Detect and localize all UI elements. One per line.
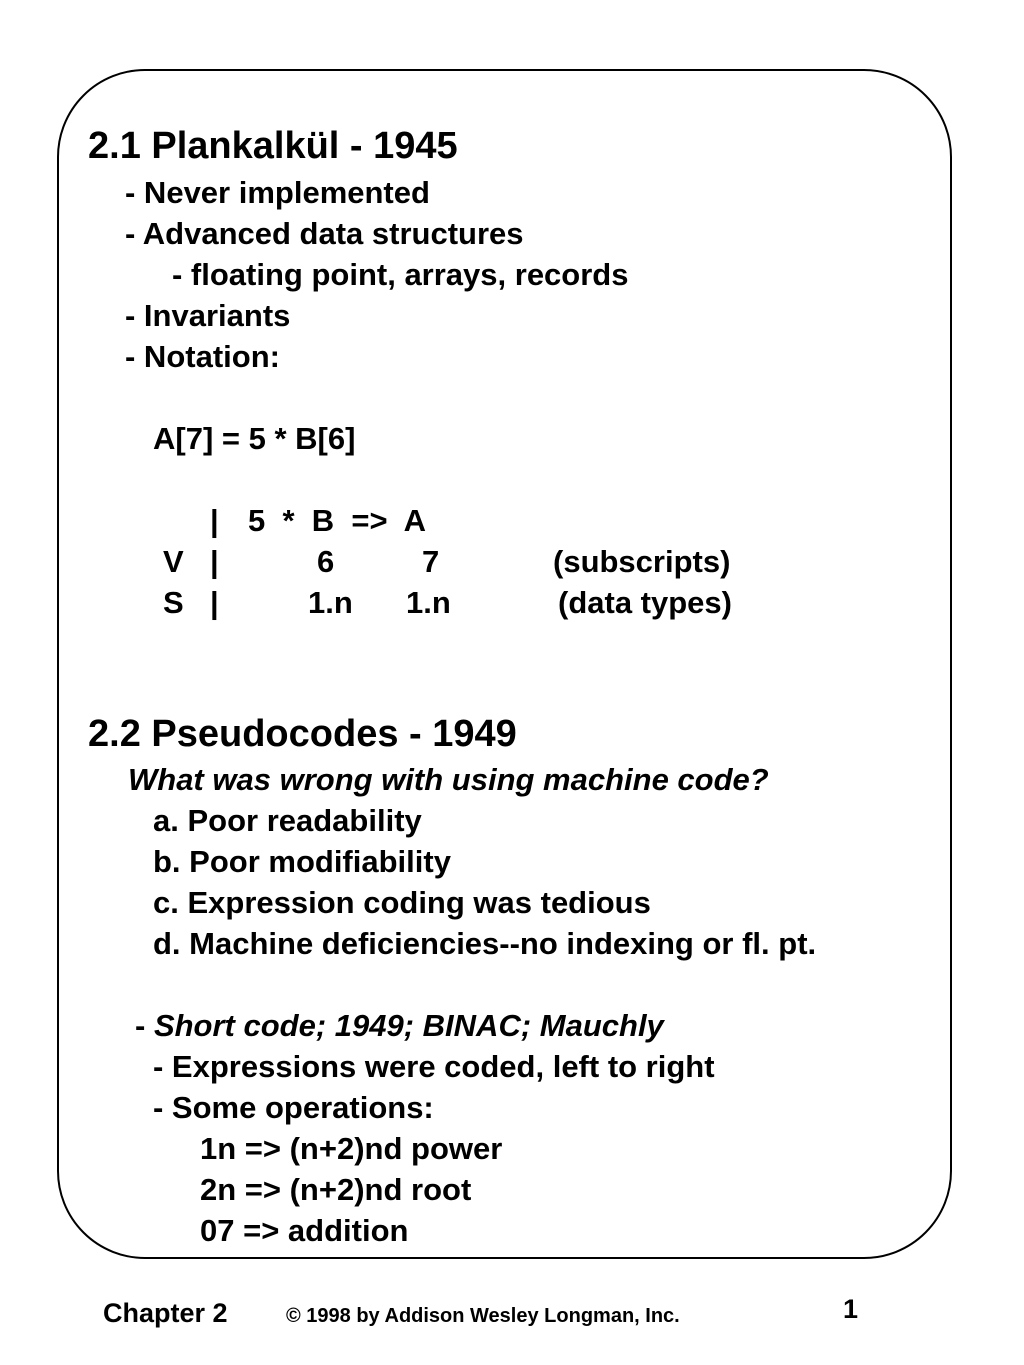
footer-page-number: 1 xyxy=(843,1294,859,1324)
notation-row2-separator: | xyxy=(210,544,219,579)
operation-item: 2n => (n+2)nd root xyxy=(200,1172,472,1207)
notation-row3-b-type: 1.n xyxy=(308,585,353,620)
notation-row2-a-subscript: 7 xyxy=(422,544,440,579)
notation-row2-note: (subscripts) xyxy=(553,544,731,579)
notation-row3-note: (data types) xyxy=(558,585,732,620)
notation-row1-separator: | xyxy=(210,503,219,538)
operation-item: 07 => addition xyxy=(200,1213,409,1248)
operation-item: 1n => (n+2)nd power xyxy=(200,1131,503,1166)
reason-item: d. Machine deficiencies--no indexing or fl. pt. xyxy=(153,926,817,961)
section-2-question: What was wrong with using machine code? xyxy=(128,762,769,797)
notation-row3-a-type: 1.n xyxy=(406,585,451,620)
notation-row2-label: V xyxy=(163,544,184,579)
notation-row3-label: S xyxy=(163,585,184,620)
shortcode-heading xyxy=(135,1010,664,1041)
reason-item: b. Poor modifiability xyxy=(153,844,451,879)
section-1-title: 2.1 Plankalkül - 1945 xyxy=(88,125,458,167)
section-1-subitem: - floating point, arrays, records xyxy=(172,257,629,292)
section-1-item: - Invariants xyxy=(125,298,291,333)
notation-expression: A[7] = 5 * B[6] xyxy=(153,421,356,456)
footer-copyright: © 1998 by Addison Wesley Longman, Inc. xyxy=(286,1305,680,1327)
shortcode-dash: - xyxy=(135,1008,154,1043)
reason-item: c. Expression coding was tedious xyxy=(153,885,651,920)
shortcode-item: - Expressions were coded, left to right xyxy=(153,1049,715,1084)
notation-row2-b-subscript: 6 xyxy=(317,544,335,579)
notation-row3-separator: | xyxy=(210,585,219,620)
section-2-title: 2.2 Pseudocodes - 1949 xyxy=(88,713,517,755)
section-1-item: - Never implemented xyxy=(125,175,430,210)
shortcode-label: Short code; 1949; BINAC; Mauchly xyxy=(153,1008,664,1043)
footer-chapter: Chapter 2 xyxy=(103,1298,228,1328)
section-1-item: - Notation: xyxy=(125,339,280,374)
shortcode-item: - Some operations: xyxy=(153,1090,434,1125)
section-1-item: - Advanced data structures xyxy=(125,216,524,251)
notation-row1-expression: 5 * B => A xyxy=(248,503,427,538)
reason-item: a. Poor readability xyxy=(153,803,422,838)
